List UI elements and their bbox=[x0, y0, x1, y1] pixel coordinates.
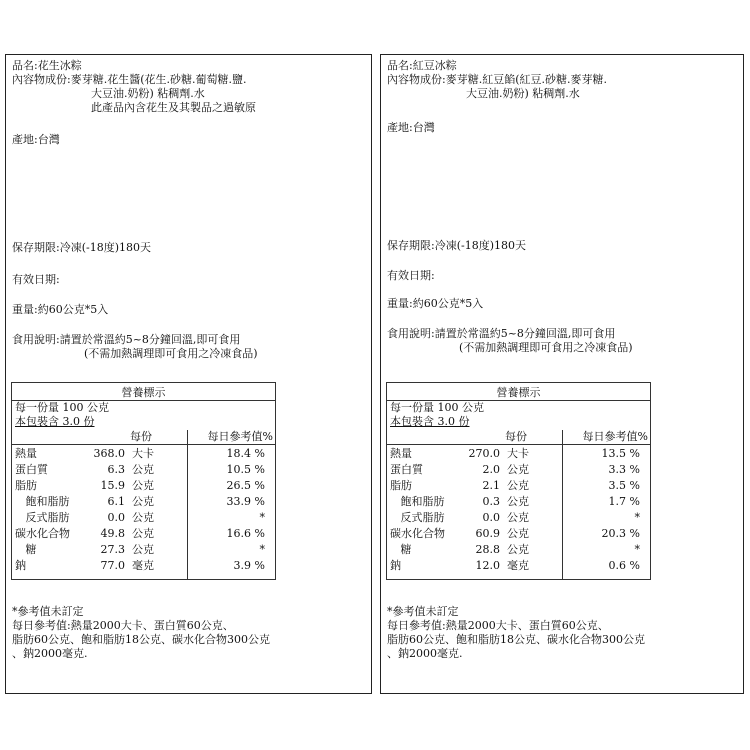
nutrient-value: 12.0 bbox=[475, 559, 500, 572]
ref-line-1: 每日參考值:熱量2000大卡、蛋白質60公克、 bbox=[12, 619, 234, 632]
nutrition-title: 營養標示 bbox=[12, 385, 275, 401]
nutrient-daily-value: 0.6 % bbox=[608, 559, 640, 572]
nutrient-name: 熱量 bbox=[15, 447, 37, 460]
origin: 產地:台灣 bbox=[12, 133, 60, 146]
nutrient-value: 60.9 bbox=[475, 527, 500, 540]
nutrient-unit: 公克 bbox=[132, 463, 154, 476]
nutrient-unit: 毫克 bbox=[132, 559, 154, 572]
nutrient-daily-value: * bbox=[259, 511, 265, 524]
nutrient-daily-value: 3.3 % bbox=[608, 463, 640, 476]
ref-line-3: 、鈉2000毫克. bbox=[12, 647, 88, 660]
nutrient-daily-value: * bbox=[259, 543, 265, 556]
nutrition-row bbox=[387, 559, 650, 573]
nutrient-value: 49.8 bbox=[100, 527, 125, 540]
nutrient-unit: 公克 bbox=[507, 479, 529, 492]
nutrient-daily-value: 18.4 % bbox=[226, 447, 265, 460]
nutrient-name: 脂肪 bbox=[15, 479, 37, 492]
serving-size: 每一份量 100 公克 bbox=[15, 401, 109, 414]
usage-line-2: (不需加熱調理即可食用之冷凍食品) bbox=[84, 347, 258, 360]
nutrition-row bbox=[12, 463, 275, 477]
ref-line-2: 脂肪60公克、飽和脂肪18公克、碳水化合物300公克 bbox=[12, 633, 270, 646]
allergen-note: 此產品內含花生及其製品之過敏原 bbox=[91, 101, 256, 114]
nutrient-value: 27.3 bbox=[100, 543, 125, 556]
servings-per-pack: 本包裝含 3.0 份 bbox=[390, 415, 470, 428]
product-label-redbean bbox=[380, 54, 744, 694]
nutrient-value: 6.3 bbox=[107, 463, 125, 476]
col-daily-value: 每日參考值% bbox=[207, 430, 273, 443]
nutrient-daily-value: 3.5 % bbox=[608, 479, 640, 492]
weight: 重量:約60公克*5入 bbox=[387, 297, 484, 310]
nutrient-daily-value: * bbox=[634, 511, 640, 524]
nutrient-unit: 公克 bbox=[132, 511, 154, 524]
nutrient-name: 碳水化合物 bbox=[390, 527, 445, 540]
weight: 重量:約60公克*5入 bbox=[12, 303, 109, 316]
expiry-date: 有效日期: bbox=[387, 269, 435, 282]
product-name: 品名:花生冰粽 bbox=[12, 59, 82, 72]
nutrient-value: 28.8 bbox=[475, 543, 500, 556]
nutrient-name: 飽和脂肪 bbox=[15, 495, 70, 508]
nutrient-daily-value: 20.3 % bbox=[601, 527, 640, 540]
nutrient-name: 脂肪 bbox=[390, 479, 412, 492]
nutrient-daily-value: 3.9 % bbox=[233, 559, 265, 572]
nutrient-daily-value: 13.5 % bbox=[601, 447, 640, 460]
nutrient-value: 6.1 bbox=[107, 495, 125, 508]
nutrient-unit: 公克 bbox=[132, 527, 154, 540]
nutrient-daily-value: * bbox=[634, 543, 640, 556]
nutrition-row bbox=[12, 543, 275, 557]
nutrient-daily-value: 1.7 % bbox=[608, 495, 640, 508]
nutrition-table bbox=[11, 382, 276, 580]
nutrient-unit: 公克 bbox=[132, 495, 154, 508]
nutrition-header bbox=[387, 430, 650, 445]
nutrient-value: 0.3 bbox=[482, 495, 500, 508]
nutrient-unit: 公克 bbox=[507, 527, 529, 540]
usage-line-1: 食用說明:請置於常溫約5~8分鐘回溫,即可食用 bbox=[387, 327, 616, 340]
nutrient-name: 反式脂肪 bbox=[15, 511, 70, 524]
storage: 保存期限:冷凍(-18度)180天 bbox=[12, 241, 151, 254]
nutrient-daily-value: 16.6 % bbox=[226, 527, 265, 540]
origin: 產地:台灣 bbox=[387, 121, 435, 134]
nutrition-row bbox=[12, 447, 275, 461]
expiry-date: 有效日期: bbox=[12, 273, 60, 286]
nutrition-row bbox=[12, 559, 275, 573]
nutrition-row bbox=[387, 479, 650, 493]
ref-line-2: 脂肪60公克、飽和脂肪18公克、碳水化合物300公克 bbox=[387, 633, 645, 646]
nutrition-header bbox=[12, 430, 275, 445]
nutrient-unit: 大卡 bbox=[507, 447, 529, 460]
ref-line-1: 每日參考值:熱量2000大卡、蛋白質60公克、 bbox=[387, 619, 609, 632]
nutrient-value: 77.0 bbox=[100, 559, 125, 572]
ingredients-line-2: 大豆油.奶粉) 粘稠劑.水 bbox=[466, 87, 580, 100]
product-name: 品名:紅豆冰粽 bbox=[387, 59, 457, 72]
nutrient-value: 368.0 bbox=[93, 447, 125, 460]
usage-line-2: (不需加熱調理即可食用之冷凍食品) bbox=[459, 341, 633, 354]
nutrient-unit: 公克 bbox=[507, 543, 529, 556]
nutrient-unit: 公克 bbox=[507, 463, 529, 476]
nutrition-title: 營養標示 bbox=[387, 385, 650, 401]
ref-title: *參考值未訂定 bbox=[12, 605, 84, 618]
nutrient-name: 鈉 bbox=[15, 559, 26, 572]
ingredients-line-1: 內容物成份:麥芽糖.紅豆餡(紅豆.砂糖.麥芽糖. bbox=[387, 73, 607, 86]
ref-title: *參考值未訂定 bbox=[387, 605, 459, 618]
nutrient-value: 0.0 bbox=[107, 511, 125, 524]
ingredients-line-1: 內容物成份:麥芽糖.花生醬(花生.砂糖.葡萄糖.鹽. bbox=[12, 73, 247, 86]
nutrition-row bbox=[12, 511, 275, 525]
nutrient-unit: 毫克 bbox=[507, 559, 529, 572]
nutrient-name: 熱量 bbox=[390, 447, 412, 460]
nutrition-row bbox=[12, 527, 275, 541]
product-label-peanut bbox=[5, 54, 372, 694]
nutrient-name: 鈉 bbox=[390, 559, 401, 572]
nutrition-row bbox=[387, 527, 650, 541]
col-daily-value: 每日參考值% bbox=[582, 430, 648, 443]
serving-size: 每一份量 100 公克 bbox=[390, 401, 484, 414]
nutrient-unit: 公克 bbox=[507, 495, 529, 508]
col-per-serving: 每份 bbox=[505, 430, 527, 443]
servings-per-pack: 本包裝含 3.0 份 bbox=[15, 415, 95, 428]
nutrient-name: 碳水化合物 bbox=[15, 527, 70, 540]
nutrient-name: 蛋白質 bbox=[15, 463, 48, 476]
nutrition-row bbox=[12, 495, 275, 509]
nutrient-unit: 公克 bbox=[507, 511, 529, 524]
nutrient-value: 270.0 bbox=[468, 447, 500, 460]
nutrition-row bbox=[387, 543, 650, 557]
nutrition-row bbox=[387, 447, 650, 461]
nutrition-table bbox=[386, 382, 651, 580]
nutrient-unit: 公克 bbox=[132, 479, 154, 492]
nutrient-daily-value: 33.9 % bbox=[226, 495, 265, 508]
storage: 保存期限:冷凍(-18度)180天 bbox=[387, 239, 526, 252]
nutrient-value: 15.9 bbox=[100, 479, 125, 492]
ingredients-line-2: 大豆油.奶粉) 粘稠劑.水 bbox=[91, 87, 205, 100]
nutrition-row bbox=[387, 511, 650, 525]
usage-line-1: 食用說明:請置於常溫約5~8分鐘回溫,即可食用 bbox=[12, 333, 241, 346]
nutrient-value: 2.1 bbox=[482, 479, 500, 492]
nutrient-name: 糖 bbox=[390, 543, 412, 556]
col-per-serving: 每份 bbox=[130, 430, 152, 443]
ref-line-3: 、鈉2000毫克. bbox=[387, 647, 463, 660]
nutrient-name: 反式脂肪 bbox=[390, 511, 445, 524]
nutrient-value: 0.0 bbox=[482, 511, 500, 524]
nutrition-row bbox=[387, 495, 650, 509]
nutrient-name: 蛋白質 bbox=[390, 463, 423, 476]
nutrient-unit: 公克 bbox=[132, 543, 154, 556]
nutrient-daily-value: 26.5 % bbox=[226, 479, 265, 492]
nutrition-row bbox=[387, 463, 650, 477]
nutrient-name: 飽和脂肪 bbox=[390, 495, 445, 508]
nutrient-daily-value: 10.5 % bbox=[226, 463, 265, 476]
nutrient-value: 2.0 bbox=[482, 463, 500, 476]
nutrient-name: 糖 bbox=[15, 543, 37, 556]
nutrient-unit: 大卡 bbox=[132, 447, 154, 460]
nutrition-row bbox=[12, 479, 275, 493]
